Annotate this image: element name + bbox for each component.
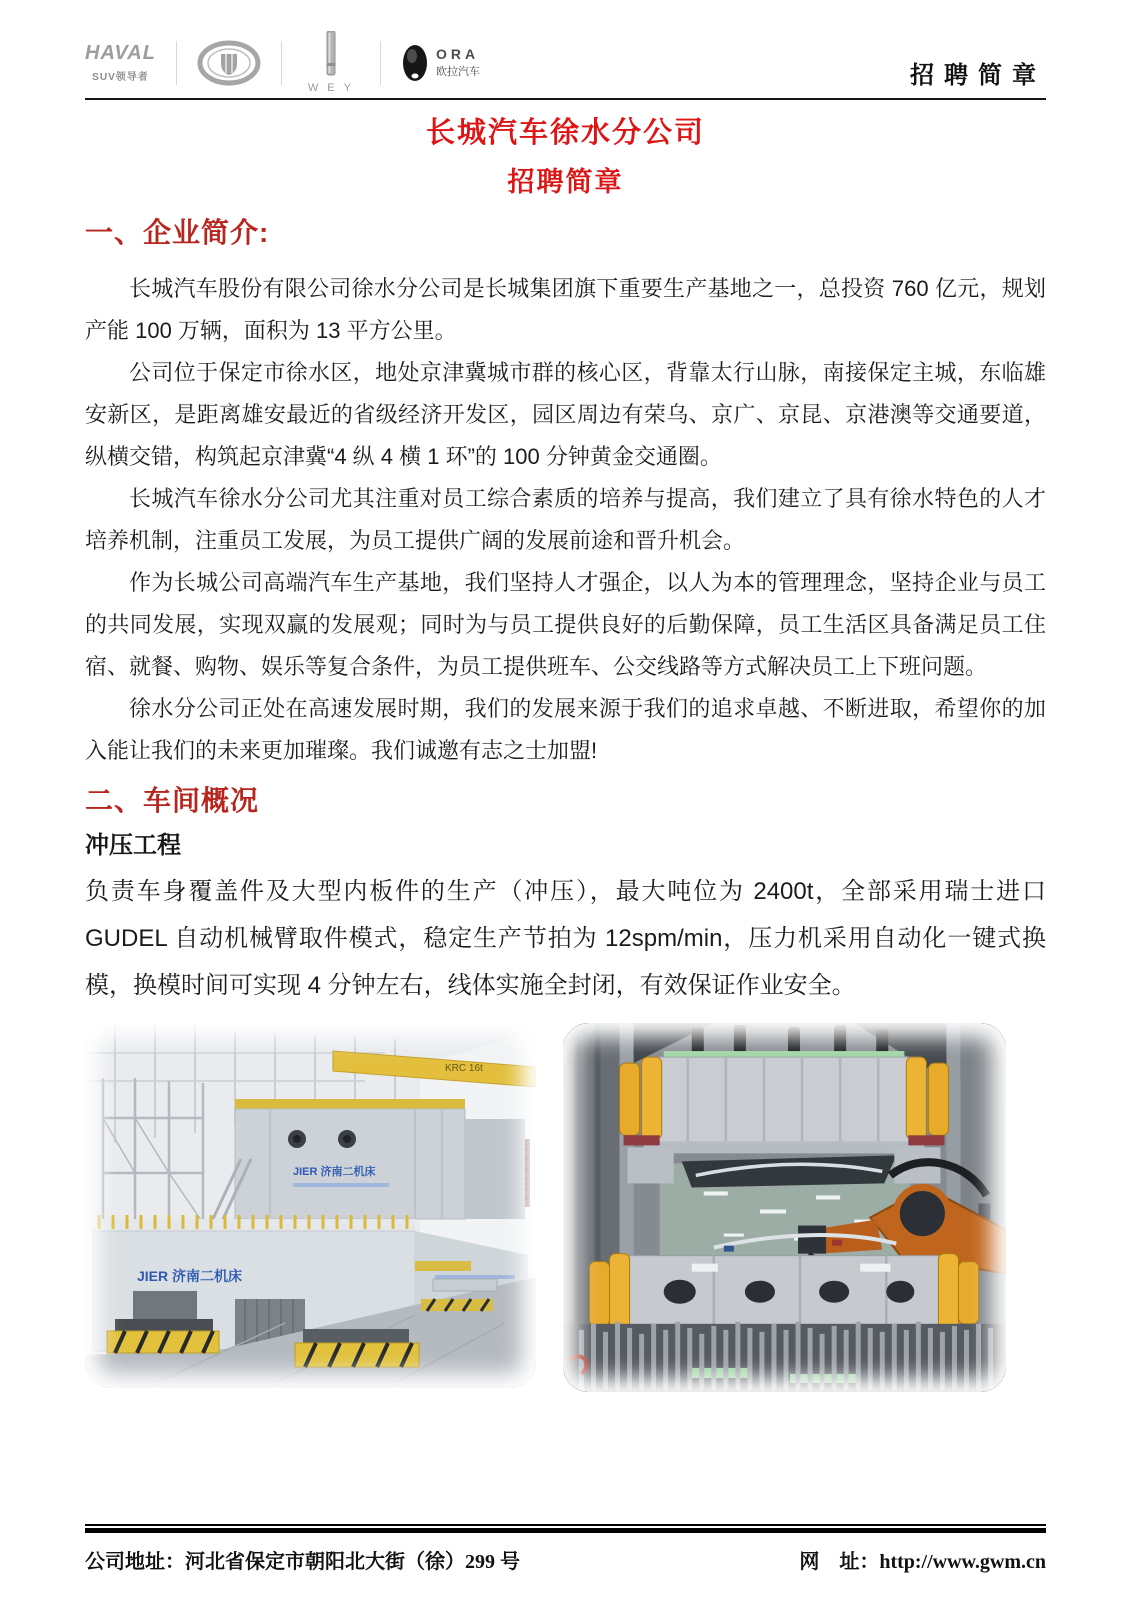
brand-logos (85, 31, 480, 94)
photo-row (85, 1023, 1046, 1392)
wey-logo (302, 31, 360, 94)
lift-table (107, 1319, 219, 1353)
haval-slogan: SUV领导者 (92, 72, 149, 83)
address-label: 公司地址： (85, 1551, 185, 1573)
doc-title: 长城汽车徐水分公司 (425, 117, 705, 149)
press-line-photo (85, 1023, 536, 1388)
paragraph: 公司位于保定市徐水区，地处京津冀城市群的核心区，背靠太行山脉，南接保定主城，东临雄安新区，是距离雄安最近的省级经济开发区，园区周边有荣乌、京广、京昆、京港澳等交通要道，纵横交错，构筑起京津冀“4 纵 4 横 1 环”的 100 分钟黄金交通圈。 (85, 360, 1046, 469)
logo-divider (380, 41, 381, 85)
ora-logo (401, 43, 480, 83)
page-footer (85, 1524, 1046, 1574)
wey-tower-icon (324, 31, 338, 77)
ora-egg-icon (401, 43, 429, 83)
lift-table (295, 1329, 419, 1367)
section-1-heading: 一、企业简介: (85, 217, 270, 248)
company-address (85, 1545, 520, 1574)
haval-logo (85, 42, 156, 83)
press-line-illustration (85, 1023, 536, 1388)
subsection-heading: 冲压工程 (85, 832, 181, 859)
header-corner-label: 招聘简章 (910, 63, 1046, 89)
website (799, 1545, 1046, 1574)
wey-wordmark: WEY (307, 82, 360, 94)
paragraph: 负责车身覆盖件及大型内板件的生产（冲压），最大吨位为 2400t，全部采用瑞士进口 GUDEL 自动机械臂取件模式，稳定生产节拍为 12spm/min，压力机采用自动化一键式换模，换模时间可实现 4 分钟左右，线体实施全封闭，有效保证作业安全。 (85, 878, 1046, 999)
section-2-heading: 二、车间概况 (85, 785, 260, 816)
paragraph: 长城汽车股份有限公司徐水分公司是长城集团旗下重要生产基地之一，总投资 760 亿元，规划产能 100 万辆，面积为 13 平方公里。 (85, 276, 1046, 343)
paragraph: 作为长城公司高端汽车生产基地，我们坚持人才强企，以人为本的管理理念，坚持企业与员工的共同发展，实现双赢的发展观；同时为与员工提供良好的后勤保障，员工生活区具备满足员工住宿、就餐、购物、娱乐等复合条件，为员工提供班车、公交线路等方式解决员工上下班问题。 (85, 570, 1046, 679)
website-label: 网 址： (799, 1551, 880, 1573)
crane-label: KRC 16t (445, 1063, 483, 1074)
machine-brand-label: JIER 济南二机床 (293, 1166, 376, 1178)
machine-brand-label: JIER 济南二机床 (137, 1268, 243, 1284)
ora-chinese-name: 欧拉汽车 (435, 66, 480, 78)
page-header (85, 0, 1046, 100)
haval-wordmark: HAVAL (85, 42, 156, 64)
page-content (85, 0, 1046, 1392)
paragraph: 长城汽车徐水分公司尤其注重对员工综合素质的培养与提高，我们建立了具有徐水特色的人才培养机制，注重员工发展，为员工提供广阔的发展前途和晋升机会。 (85, 486, 1046, 553)
logo-divider (281, 41, 282, 85)
press-robot-photo (563, 1023, 1006, 1392)
doc-subtitle: 招聘简章 (507, 167, 624, 197)
logo-divider (176, 41, 177, 85)
ora-wordmark: ORA (435, 46, 480, 62)
footer-divider (85, 1524, 1046, 1533)
footer-text-row (85, 1533, 1046, 1574)
gwm-shield-icon (197, 39, 261, 87)
press-robot-illustration (563, 1023, 1006, 1392)
paragraph: 徐水分公司正处在高速发展时期，我们的发展来源于我们的追求卓越、不断进取，希望你的加入能让我们的未来更加璀璨。我们诚邀有志之士加盟! (85, 696, 1046, 763)
ora-text-block (436, 46, 480, 79)
website-url[interactable]: http://www.gwm.cn (879, 1551, 1046, 1573)
address-value: 河北省保定市朝阳北大街（徐）299 号 (185, 1551, 520, 1573)
